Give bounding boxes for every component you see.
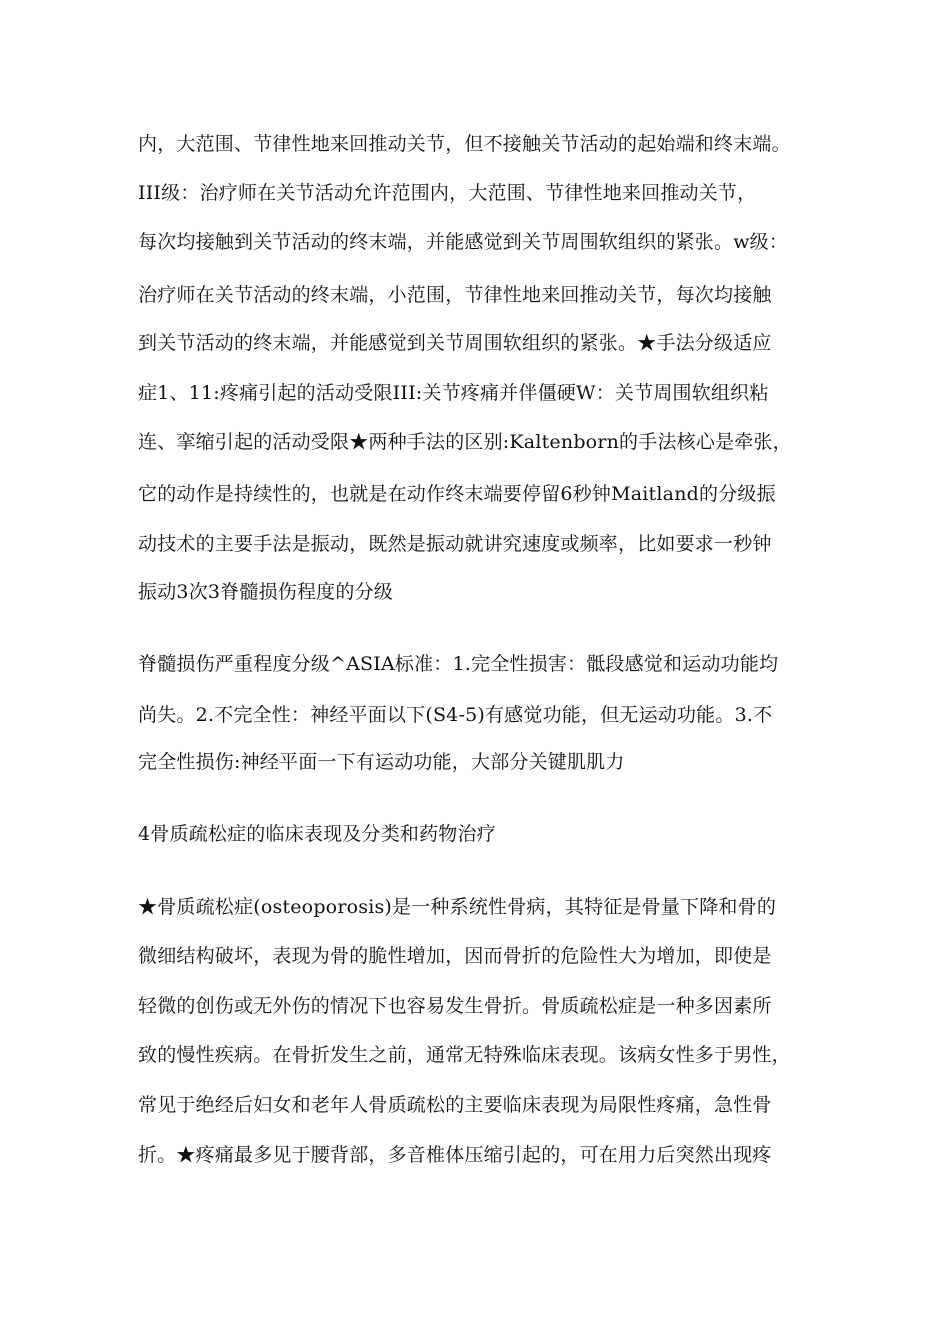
text-line: 完全性损伤:神经平面一下有运动功能，大部分关键肌肌力 [138, 751, 625, 773]
text-line: 致的慢性疾病。在骨折发生之前，通常无特殊临床表现。该病女性多于男性， [138, 1044, 791, 1066]
text-line: 尚失。2.不完全性：神经平面以下(S4-5)有感觉功能，但无运动功能。3.不 [138, 704, 773, 726]
text-line: 每次均接触到关节活动的终末端，并能感觉到关节周围软组织的紧张。w级： [138, 231, 789, 253]
text-line: 微细结构破坏，表现为骨的脆性增加，因而骨折的危险性大为增加，即使是 [138, 945, 772, 967]
text-line: 振动3次3脊髓损伤程度的分级 [138, 581, 393, 603]
text-line: 症1、11:疼痛引起的活动受限III:关节疼痛并伴僵硬W：关节周围软组织粘 [138, 382, 769, 404]
text-line: 内，大范围、节律性地来回推动关节，但不接触关节活动的起始端和终末端。 [138, 133, 791, 155]
text-line: 它的动作是持续性的，也就是在动作终末端要停留6秒钟Maitland的分级振 [138, 483, 776, 505]
text-line: 脊髓损伤严重程度分级^ASIA标准：1.完全性损害：骶段感觉和运动功能均 [138, 653, 779, 675]
text-line: III级：治疗师在关节活动允许范围内，大范围、节律性地来回推动关节， [138, 182, 757, 204]
text-line: 到关节活动的终末端，并能感觉到关节周围软组织的紧张。★手法分级适应 [138, 332, 772, 354]
text-line: ★骨质疏松症(osteoporosis)是一种系统性骨病，其特征是骨量下降和骨的 [138, 896, 777, 918]
text-line: 轻微的创伤或无外伤的情况下也容易发生骨折。骨质疏松症是一种多因素所 [138, 995, 772, 1017]
text-line: 连、挛缩引起的活动受限★两种手法的区别:Kaltenborn的手法核心是牵张， [138, 431, 792, 453]
text-line: 治疗师在关节活动的终末端，小范围，节律性地来回推动关节，每次均接触 [138, 284, 772, 306]
text-line: 常见于绝经后妇女和老年人骨质疏松的主要临床表现为局限性疼痛，急性骨 [138, 1094, 772, 1116]
text-line: 动技术的主要手法是振动，既然是振动就讲究速度或频率，比如要求一秒钟 [138, 533, 772, 555]
section-heading: 4骨质疏松症的临床表现及分类和药物治疗 [138, 823, 496, 845]
text-line: 折。★疼痛最多见于腰背部，多音椎体压缩引起的，可在用力后突然出现疼 [138, 1144, 772, 1166]
